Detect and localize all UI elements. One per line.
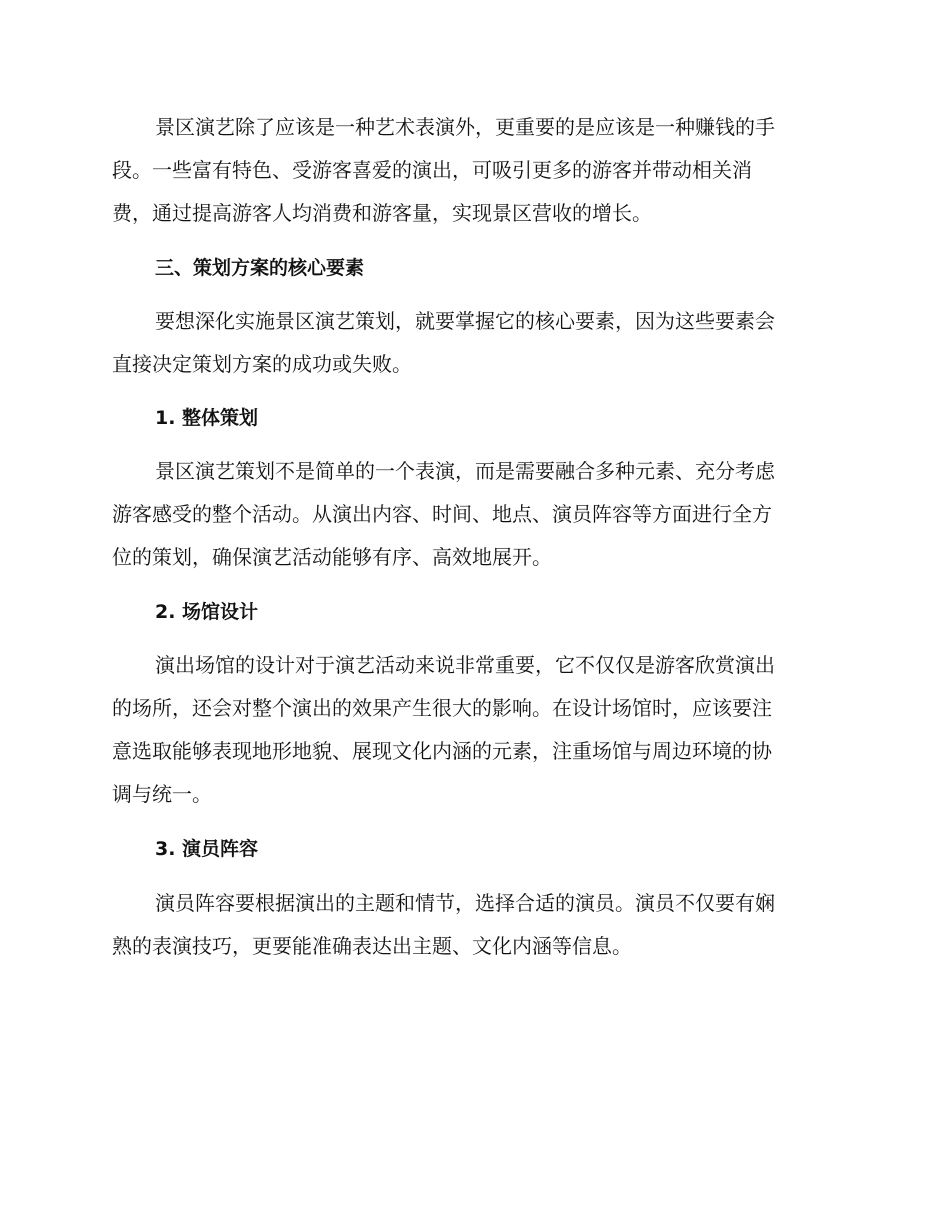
paragraph-venue-design: [112, 644, 838, 816]
paragraph-line: 费，通过提高游客人均消费和游客量，实现景区营收的增长。: [112, 201, 652, 225]
paragraph-line: 景区演艺策划不是简单的一个表演，而是需要融合多种元素、充分考虑: [155, 459, 775, 483]
paragraph-line: 位的策划，确保演艺活动能够有序、高效地展开。: [112, 545, 552, 569]
paragraph-line: 演出场馆的设计对于演艺活动来说非常重要，它不仅仅是游客欣赏演出: [155, 653, 775, 677]
paragraph-intro-core-elements: [112, 300, 838, 386]
paragraph-line: 调与统一。: [112, 782, 212, 806]
paragraph-line: 意选取能够表现地形地貌、展现文化内涵的元素，注重场馆与周边环境的协: [112, 739, 772, 763]
paragraph-line: 演员阵容要根据演出的主题和情节，选择合适的演员。演员不仅要有娴: [155, 891, 775, 915]
paragraph-line: 要想深化实施景区演艺策划，就要掌握它的核心要素，因为这些要素会: [155, 309, 775, 333]
section-heading-core-elements: 三、策划方案的核心要素: [155, 257, 365, 279]
paragraph-line: 游客感受的整个活动。从演出内容、时间、地点、演员阵容等方面进行全方: [112, 502, 772, 526]
paragraph-revenue: [112, 106, 838, 235]
paragraph-line: 景区演艺除了应该是一种艺术表演外，更重要的是应该是一种赚钱的手: [155, 115, 775, 139]
paragraph-line: 段。一些富有特色、受游客喜爱的演出，可吸引更多的游客并带动相关消: [112, 158, 752, 182]
subheading-overall-planning: 1. 整体策划: [155, 407, 259, 429]
paragraph-overall-planning: [112, 450, 838, 579]
paragraph-line: 直接决定策划方案的成功或失败。: [112, 352, 412, 376]
subheading-cast: 3. 演员阵容: [155, 838, 259, 860]
paragraph-line: 熟的表演技巧，更要能准确表达出主题、文化内涵等信息。: [112, 934, 632, 958]
paragraph-cast: [112, 882, 838, 968]
paragraph-line: 的场所，还会对整个演出的效果产生很大的影响。在设计场馆时，应该要注: [112, 696, 772, 720]
subheading-venue-design: 2. 场馆设计: [155, 601, 259, 623]
